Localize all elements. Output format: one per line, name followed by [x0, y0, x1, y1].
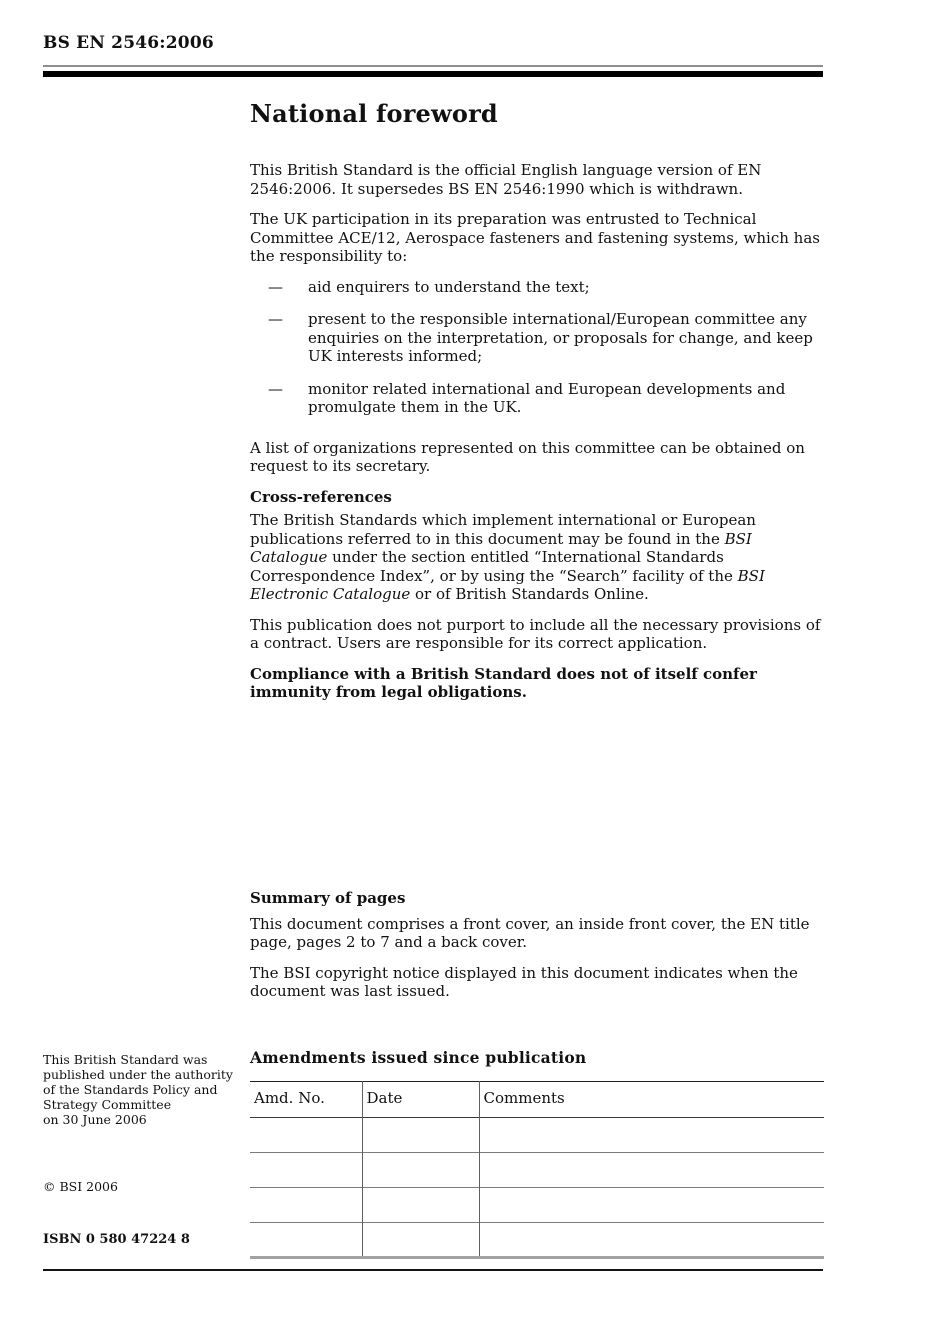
table-row [250, 1188, 824, 1223]
responsibilities-list [250, 278, 824, 417]
dash-marker: — [268, 379, 283, 398]
doc-reference: BS EN 2546:2006 [43, 33, 214, 53]
table-cell [479, 1223, 824, 1258]
summary-of-pages-heading: Summary of pages [250, 889, 406, 907]
col-header-amd-no: Amd. No. [250, 1082, 362, 1118]
table-cell [479, 1153, 824, 1188]
table-cell [362, 1118, 479, 1153]
table-cell [479, 1118, 824, 1153]
publication-note-line: published under the authority [43, 1067, 233, 1082]
list-item-text: aid enquirers to understand the text; [308, 277, 590, 296]
cross-ref-text: or of British Standards Online. [410, 585, 649, 603]
publication-sidebar [43, 1052, 249, 1247]
col-header-comments: Comments [483, 1089, 565, 1107]
publication-note-line: Strategy Committee [43, 1097, 172, 1112]
publication-authority-note [43, 1052, 249, 1127]
cross-references-heading: Cross-references [250, 487, 392, 506]
para-uk-participation: The UK participation in its preparation was entrusted to Technical Committee ACE/12, Aerospace fasteners and fastening systems, which has the responsibility to: [250, 210, 820, 265]
footer-rule [43, 1269, 823, 1271]
table-cell [250, 1223, 362, 1258]
table-row [250, 1153, 824, 1188]
cross-ref-text: The British Standards which implement international or European publications referred to in this document may be found in the [250, 511, 756, 548]
header-double-rule [43, 65, 823, 77]
para-official-version: This British Standard is the official English language version of EN 2546:2006. It supersedes BS EN 2546:1990 which is withdrawn. [250, 161, 762, 198]
list-item [250, 380, 824, 417]
isbn-number: ISBN 0 580 47224 8 [43, 1232, 190, 1247]
table-cell [362, 1188, 479, 1223]
table-cell [362, 1153, 479, 1188]
para-organizations: A list of organizations represented on this committee can be obtained on request to its secretary. [250, 438, 805, 475]
para-contract-provisions: This publication does not purport to include all the necessary provisions of a contract. Users are responsible for its correct application. [250, 615, 821, 652]
para-cross-references [250, 511, 824, 604]
amendments-heading: Amendments issued since publication [250, 1048, 587, 1067]
cross-ref-text: under the section entitled “International Standards Correspondence Index”, or by using the “Search” facility of the [250, 548, 738, 585]
list-item-text: monitor related international and European developments and promulgate them in the UK. [308, 379, 786, 416]
header-rule-thin [43, 65, 823, 67]
table-cell [479, 1188, 824, 1223]
list-item [250, 310, 824, 366]
table-header-row [250, 1082, 824, 1118]
table-row [250, 1223, 824, 1258]
copyright-notice: © BSI 2006 [43, 1179, 118, 1194]
para-compliance-notice: Compliance with a British Standard does not of itself confer immunity from legal obligations. [250, 664, 757, 701]
header-rule-thick [43, 71, 823, 77]
amendments-table [250, 1081, 824, 1259]
para-bsi-copyright-notice: The BSI copyright notice displayed in this document indicates when the document was last issued. [250, 963, 798, 1000]
table-cell [362, 1223, 479, 1258]
page-title: National foreword [250, 99, 498, 128]
list-item [250, 278, 824, 297]
dash-marker: — [268, 277, 283, 296]
table-row [250, 1118, 824, 1153]
list-item-text: present to the responsible international/European committee any enquiries on the interpretation, or proposals for change, and keep UK interests informed; [308, 310, 813, 365]
col-header-date: Date [362, 1082, 479, 1118]
table-cell [250, 1188, 362, 1223]
summary-of-pages-section [250, 889, 824, 1013]
publication-note-line: on 30 June 2006 [43, 1112, 147, 1127]
table-cell [250, 1153, 362, 1188]
table-cell [250, 1118, 362, 1153]
publication-note-line: This British Standard was [43, 1052, 208, 1067]
dash-marker: — [268, 310, 283, 328]
foreword-section [250, 100, 824, 714]
publication-note-line: of the Standards Policy and [43, 1082, 218, 1097]
para-summary-of-pages: This document comprises a front cover, an inside front cover, the EN title page, pages 2 to 7 and a back cover. [250, 914, 810, 951]
bsi-electronic-catalogue-italic: BSI Electronic Catalogue [250, 566, 765, 603]
bsi-catalogue-italic: BSI Catalogue [250, 529, 752, 566]
amendments-section [250, 1048, 824, 1259]
